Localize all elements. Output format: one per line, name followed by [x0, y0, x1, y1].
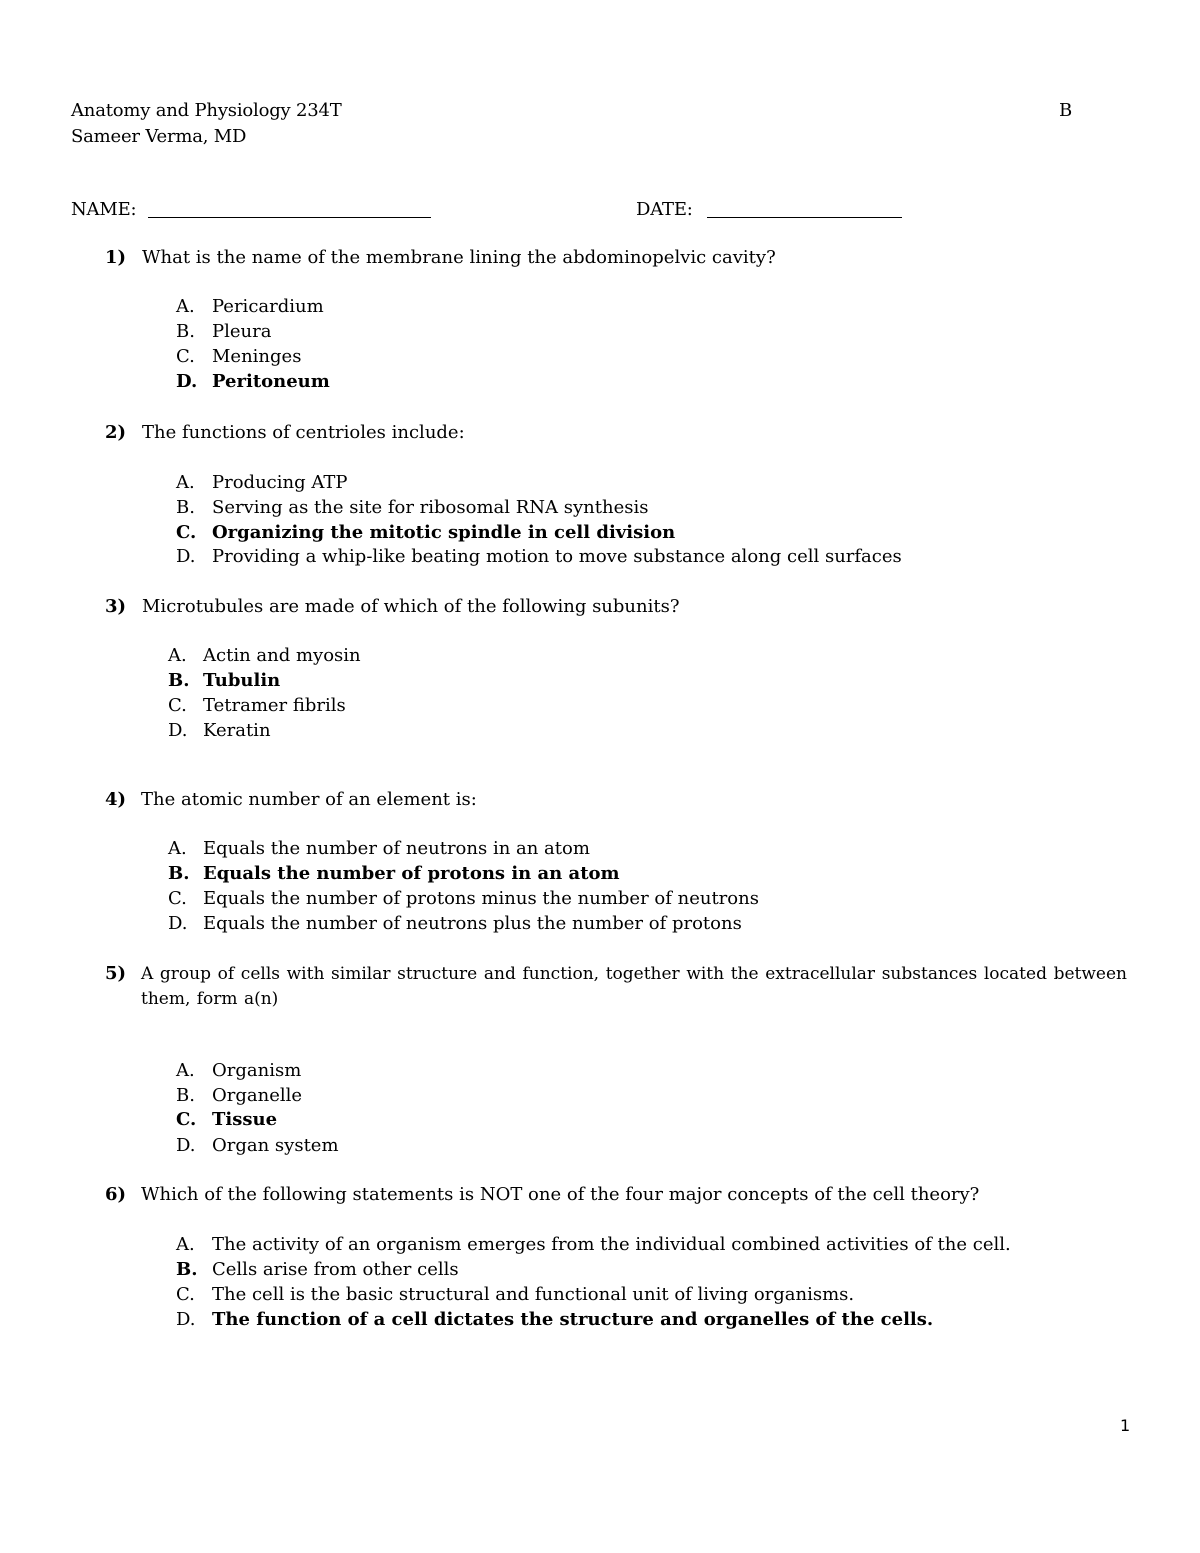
question-number: 5)	[105, 963, 127, 984]
option-d-correct[interactable]	[176, 1309, 934, 1331]
option-letter: B.	[168, 863, 190, 884]
option-b-correct[interactable]	[168, 863, 620, 885]
question-text: Which of the following statements is NOT one of the four major concepts of the cell theory?	[141, 1184, 980, 1205]
option-b[interactable]	[176, 1085, 303, 1107]
option-letter: B.	[176, 321, 195, 342]
option-letter: B.	[168, 670, 190, 691]
option-letter: A.	[176, 296, 195, 317]
option-letter: A.	[176, 472, 195, 493]
option-a[interactable]	[168, 838, 590, 860]
question-number: 1)	[105, 247, 127, 268]
option-c[interactable]	[176, 346, 302, 368]
date-field[interactable]	[707, 217, 902, 218]
option-text: Cells arise from other cells	[212, 1259, 459, 1280]
option-text: Organ system	[212, 1135, 339, 1156]
name-label: NAME:	[71, 199, 137, 220]
question-number: 6)	[105, 1184, 127, 1205]
option-text: Organism	[212, 1060, 302, 1081]
option-text: Peritoneum	[212, 371, 330, 392]
question-number: 2)	[105, 422, 127, 443]
option-d[interactable]	[168, 720, 271, 742]
option-b[interactable]	[176, 497, 649, 519]
question-text: The atomic number of an element is:	[141, 789, 477, 810]
option-letter: A.	[168, 645, 187, 666]
option-a[interactable]	[176, 296, 324, 318]
option-letter: C.	[168, 888, 187, 909]
option-letter: B.	[176, 1259, 198, 1280]
option-letter: D.	[168, 913, 188, 934]
option-d[interactable]	[176, 546, 902, 568]
option-letter: C.	[176, 1109, 197, 1130]
option-text: Meninges	[212, 346, 302, 367]
option-letter: C.	[168, 695, 187, 716]
option-letter: D.	[176, 1135, 196, 1156]
question-text: Microtubules are made of which of the following subunits?	[142, 596, 680, 617]
option-b[interactable]	[176, 321, 272, 343]
option-text: Tubulin	[203, 670, 281, 691]
option-text: Pleura	[212, 321, 272, 342]
option-text: Equals the number of neutrons plus the number of protons	[203, 913, 742, 934]
option-letter: C.	[176, 1284, 195, 1305]
question-text: A group of cells with similar structure and function, together with the extracellular substances located between them, form a(n)	[141, 964, 1127, 1009]
option-a[interactable]	[168, 645, 361, 667]
option-text: Tissue	[212, 1109, 278, 1130]
instructor-name: Sameer Verma, MD	[71, 126, 247, 147]
date-label: DATE:	[636, 199, 693, 220]
option-c[interactable]	[176, 1284, 855, 1306]
option-text: Producing ATP	[212, 472, 348, 493]
option-letter: C.	[176, 522, 197, 543]
course-title: Anatomy and Physiology 234T	[71, 100, 342, 121]
option-letter: A.	[176, 1234, 195, 1255]
option-text: Actin and myosin	[203, 645, 361, 666]
option-letter: A.	[176, 1060, 195, 1081]
question-number: 3)	[105, 596, 127, 617]
option-text: The activity of an organism emerges from the individual combined activities of the cell.	[212, 1234, 1011, 1255]
option-d-correct[interactable]	[176, 371, 330, 393]
name-field[interactable]	[148, 217, 431, 218]
exam-version: B	[1059, 100, 1073, 121]
option-text: Keratin	[203, 720, 271, 741]
option-letter: D.	[176, 371, 198, 392]
option-text: Equals the number of protons in an atom	[203, 863, 620, 884]
option-b-correct[interactable]	[168, 670, 281, 692]
option-text: Organelle	[212, 1085, 303, 1106]
option-text: Providing a whip-like beating motion to move substance along cell surfaces	[212, 546, 902, 567]
option-letter: B.	[176, 497, 195, 518]
question-text: What is the name of the membrane lining the abdominopelvic cavity?	[142, 247, 776, 268]
option-c-correct[interactable]	[176, 1109, 278, 1131]
option-text: The cell is the basic structural and functional unit of living organisms.	[212, 1284, 855, 1305]
option-d[interactable]	[176, 1135, 339, 1157]
option-letter: A.	[168, 838, 187, 859]
option-letter: D.	[168, 720, 188, 741]
page-number: 1	[1120, 1416, 1131, 1435]
option-text: Pericardium	[212, 296, 324, 317]
option-a[interactable]	[176, 1234, 1011, 1256]
option-c[interactable]	[168, 888, 759, 910]
question-number: 4)	[105, 789, 127, 810]
option-d[interactable]	[168, 913, 742, 935]
option-letter: D.	[176, 546, 196, 567]
option-letter: D.	[176, 1309, 196, 1330]
option-text: Serving as the site for ribosomal RNA synthesis	[212, 497, 649, 518]
option-b[interactable]	[176, 1259, 459, 1281]
option-letter: C.	[176, 346, 195, 367]
option-c[interactable]	[168, 695, 346, 717]
option-text: The function of a cell dictates the structure and organelles of the cells.	[212, 1309, 934, 1330]
option-letter: B.	[176, 1085, 195, 1106]
option-text: Organizing the mitotic spindle in cell division	[212, 522, 676, 543]
option-a[interactable]	[176, 1060, 302, 1082]
option-a[interactable]	[176, 472, 348, 494]
option-text: Tetramer fibrils	[203, 695, 346, 716]
question-text: The functions of centrioles include:	[142, 422, 465, 443]
option-c-correct[interactable]	[176, 522, 676, 544]
option-text: Equals the number of protons minus the number of neutrons	[203, 888, 759, 909]
option-text: Equals the number of neutrons in an atom	[203, 838, 590, 859]
